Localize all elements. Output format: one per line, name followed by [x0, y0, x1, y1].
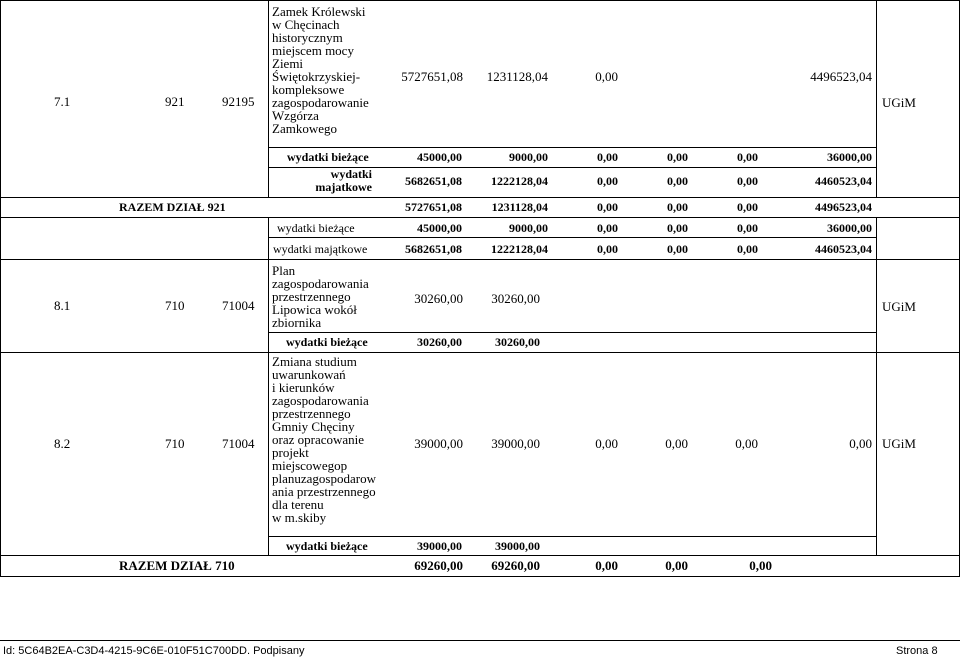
value-cell: 0,00 [849, 436, 872, 451]
value-cell: 0,00 [597, 150, 618, 164]
value-cell: 1222128,04 [491, 242, 548, 256]
value-cell: 30260,00 [495, 335, 540, 349]
value-cell: 9000,00 [509, 221, 548, 235]
majatkowe-label: wydatki majatkowe [315, 167, 372, 194]
value-cell: 4496523,04 [815, 200, 872, 214]
row-rozdzial: 71004 [222, 436, 255, 451]
value-cell: 1222128,04 [491, 174, 548, 188]
value-cell: 30260,00 [417, 335, 462, 349]
row-description: Plan zagospodarowania przestrzennego Lipowica wokół zbiornika [272, 263, 369, 330]
value-cell: 0,00 [737, 200, 758, 214]
value-cell: 39000,00 [495, 539, 540, 553]
value-cell: 5727651,08 [405, 200, 462, 214]
value-total: 5727651,08 [401, 69, 463, 84]
unit-label: UGiM [882, 299, 916, 314]
row-dzial: 710 [165, 436, 185, 451]
summary-label: RAZEM DZIAŁ 921 [119, 200, 226, 214]
value-cell: 0,00 [665, 436, 688, 451]
summary-label: RAZEM DZIAŁ 710 [119, 558, 235, 573]
value-col7: 4496523,04 [810, 69, 872, 84]
value-cell: 0,00 [749, 558, 772, 573]
value-col3: 0,00 [595, 69, 618, 84]
value-cell: 0,00 [735, 436, 758, 451]
value-cell: 1231128,04 [491, 200, 548, 214]
unit-label: UGiM [882, 436, 916, 451]
value-cell: 69260,00 [491, 558, 540, 573]
value-cell: 0,00 [737, 174, 758, 188]
biezace-label: wydatki bieżące [286, 539, 368, 553]
value-cell: 0,00 [667, 221, 688, 235]
value-cell: 39000,00 [414, 436, 463, 451]
value-cell: 0,00 [737, 150, 758, 164]
value-cell: 5682651,08 [405, 174, 462, 188]
value-cell: 36000,00 [827, 221, 872, 235]
value-cell: 39000,00 [491, 436, 540, 451]
document-id: Id: 5C64B2EA-C3D4-4215-9C6E-010F51C700DD. Podpisany [3, 645, 305, 657]
value-cell: 0,00 [597, 174, 618, 188]
row-rozdzial: 92195 [222, 94, 255, 109]
value-cell: 0,00 [665, 558, 688, 573]
value-cell: 0,00 [667, 174, 688, 188]
row-description: Zamek Królewski w Chęcinach historycznym miejscem mocy Ziemi Świętokrzyskiej- kompleksowe zagospodarowanie Wzgórza Zamkowego [272, 4, 369, 136]
value-cell: 0,00 [595, 436, 618, 451]
value-cell: 69260,00 [414, 558, 463, 573]
value-cell: 4460523,04 [815, 174, 872, 188]
value-cell: 45000,00 [417, 150, 462, 164]
value-cell: 30260,00 [414, 291, 463, 306]
value-cell: 9000,00 [509, 150, 548, 164]
row-description: Zmiana studium uwarunkowań i kierunków zagospodarowania przestrzennego Gmniy Chęciny oraz opracowanie projekt miejscowegop planuzagospodarow ania przestrzennego dla terenu w m.skiby [272, 354, 376, 525]
unit-label: UGiM [882, 95, 916, 110]
value-cell: 4460523,04 [815, 242, 872, 256]
value-cell: 5682651,08 [405, 242, 462, 256]
value-cell: 0,00 [597, 242, 618, 256]
value-cell: 0,00 [667, 150, 688, 164]
value-cell: 0,00 [667, 200, 688, 214]
biezace-label: wydatki bieżące [277, 221, 355, 235]
majatkowe-label: wydatki majątkowe [273, 242, 368, 256]
row-rozdzial: 71004 [222, 298, 255, 313]
row-lp: 8.2 [54, 436, 71, 451]
value-cell: 0,00 [595, 558, 618, 573]
value-cell: 0,00 [737, 242, 758, 256]
row-dzial: 921 [165, 94, 185, 109]
value-cell: 0,00 [597, 221, 618, 235]
value-cell: 30260,00 [491, 291, 540, 306]
value-cell: 0,00 [667, 242, 688, 256]
row-dzial: 710 [165, 298, 185, 313]
value-cell: 36000,00 [827, 150, 872, 164]
value-cell: 0,00 [597, 200, 618, 214]
biezace-label: wydatki bieżące [287, 150, 369, 164]
row-lp: 7.1 [54, 94, 71, 109]
row-lp: 8.1 [54, 298, 71, 313]
page-footer [0, 640, 960, 660]
value-cell: 45000,00 [417, 221, 462, 235]
value-cell: 39000,00 [417, 539, 462, 553]
page-number: Strona 8 [896, 645, 938, 657]
biezace-label: wydatki bieżące [286, 335, 368, 349]
value-cell: 0,00 [737, 221, 758, 235]
value-col2: 1231128,04 [486, 69, 548, 84]
